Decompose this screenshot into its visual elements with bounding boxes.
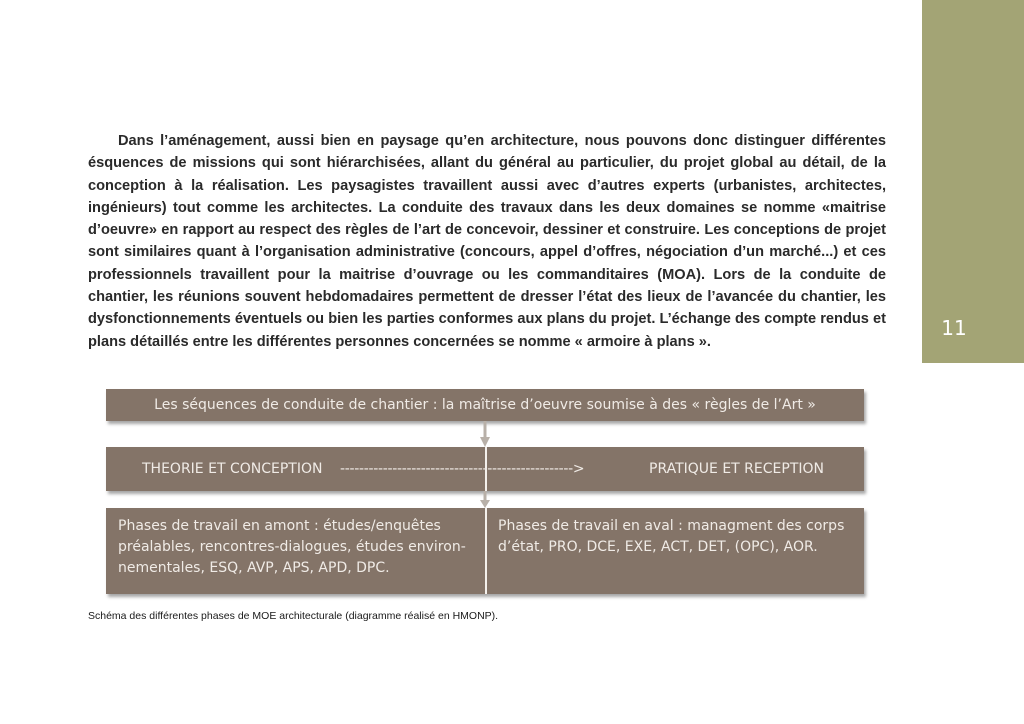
body-paragraph: Dans l’aménagement, aussi bien en paysage qu’en architecture, nous pouvons donc distinguer différentes ésquences de missions qui sont hiérarchisées, allant du général au particulier, du projet global au détail, de la conception à la réalisation. Les paysagistes travaillent aussi avec d’autres experts (urbanistes, architectes, ingénieurs) tout comme les architectes. La conduite des travaux dans les deux domaines se nomme «maitrise d’oeuvre» en rapport au respect des règles de l’art de concevoir, dessiner et construire. Les conceptions de projet sont similaires quant à l’organisation administrative (concours, appel d’offres, négociation d’un marché...) et ces professionnels travaillent pour la maitrise d’ouvrage ou les commanditaires (MOA). Lors de la conduite de chantier, les réunions souvent hebdomadaires permettent de dresser l’état des lieux de l’avancée du chantier, les dysfonctionnements éventuels ou bien les parties conformes aux plans du projet. L’échange des compte rendus et plans détaillés entre les différentes personnes concernées se nomme « armoire à plans ». bbox=[88, 133, 886, 350]
flow-dashed-arrow: -------------------------------------------------> bbox=[340, 461, 585, 477]
down-arrow-icon bbox=[480, 491, 490, 508]
down-arrow-icon bbox=[480, 421, 490, 447]
page-number: 11 bbox=[941, 316, 967, 340]
flow-end-label: PRATIQUE ET RECEPTION bbox=[649, 461, 824, 477]
diagram-phases-box bbox=[106, 508, 864, 594]
diagram-flow-box bbox=[106, 447, 864, 491]
diagram-title-box bbox=[106, 389, 864, 421]
flow-start-label: THEORIE ET CONCEPTION bbox=[142, 461, 323, 477]
downstream-phases-text: Phases de travail en aval : managment des corps d’état, PRO, DCE, EXE, ACT, DET, (OPC), AOR. bbox=[498, 518, 845, 555]
figure-caption: Schéma des différentes phases de MOE architecturale (diagramme réalisé en HMONP). bbox=[88, 610, 499, 622]
phases-divider bbox=[485, 508, 487, 594]
page-side-tab bbox=[922, 0, 1024, 363]
upstream-phases-text: Phases de travail en amont : études/enquêtes préalables, rencontres-dialogues, études environnementales, ESQ, AVP, APS, APD, DPC. bbox=[118, 518, 466, 576]
diagram-title: Les séquences de conduite de chantier : la maîtrise d’oeuvre soumise à des « règles de l’Art » bbox=[154, 397, 816, 413]
